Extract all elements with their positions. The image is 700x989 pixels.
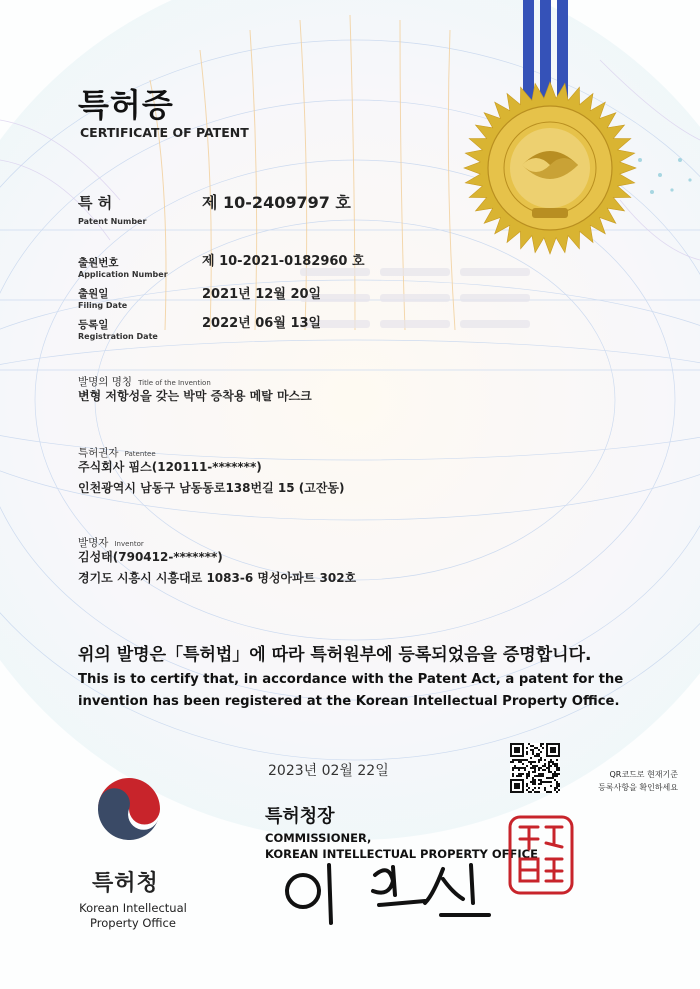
invention-title: 변형 저항성을 갖는 박막 증착용 메탈 마스크 <box>78 389 312 403</box>
patentee-label: 특허권자 Patentee <box>78 447 156 459</box>
commissioner-title-en: COMMISSIONER, KOREAN INTELLECTUAL PROPERTY OFFICE <box>265 831 538 861</box>
filing-date-label: 출원일 Filing Date <box>78 288 128 310</box>
commissioner-title: 특허청장 <box>265 806 335 827</box>
kipo-logo-icon <box>88 768 170 850</box>
patent-number-value: 제 10-2409797 호 <box>202 193 351 212</box>
patent-number-label: 특 허 Patent Number <box>78 194 147 226</box>
issue-date: 2023년 02월 22일 <box>268 763 389 779</box>
application-number-label: 출원번호 Application Number <box>78 257 168 279</box>
office-name-ko: 특허청 <box>92 871 159 896</box>
inventor-label: 발명자 Inventor <box>78 537 144 549</box>
invention-label: 발명의 명칭 Title of the Invention <box>78 376 211 388</box>
certificate-title: 특허증 <box>78 86 174 124</box>
certificate-title-en: CERTIFICATE OF PATENT <box>80 125 249 140</box>
patentee-name: 주식회사 핌스(120111-*******) <box>78 460 262 474</box>
registration-date-label: 등록일 Registration Date <box>78 319 158 341</box>
red-official-stamp-icon <box>508 815 574 895</box>
inventor-address: 경기도 시흥시 시흥대로 1083-6 명성아파트 302호 <box>78 571 357 585</box>
qr-note: QR코드로 현재기준 등록사항을 확인하세요 <box>598 770 678 792</box>
patentee-address: 인천광역시 남동구 남동동로138번길 15 (고잔동) <box>78 481 345 495</box>
application-number-value: 제 10-2021-0182960 호 <box>202 254 365 269</box>
handwritten-signature-icon <box>275 855 505 930</box>
inventor-name: 김성태(790412-*******) <box>78 550 223 564</box>
registration-date-value: 2022년 06월 13일 <box>202 316 322 331</box>
certification-statement-ko: 위의 발명은「특허법」에 따라 특허원부에 등록되었음을 증명합니다. <box>78 645 592 665</box>
certification-statement-en: This is to certify that, in accordance with the Patent Act, a patent for the invention has been registered at the Korean Intellectual Property Office. <box>78 672 624 709</box>
office-name-en: Korean Intellectual Property Office <box>79 901 187 930</box>
filing-date-value: 2021년 12월 20일 <box>202 287 322 302</box>
gold-seal-icon <box>462 80 638 256</box>
